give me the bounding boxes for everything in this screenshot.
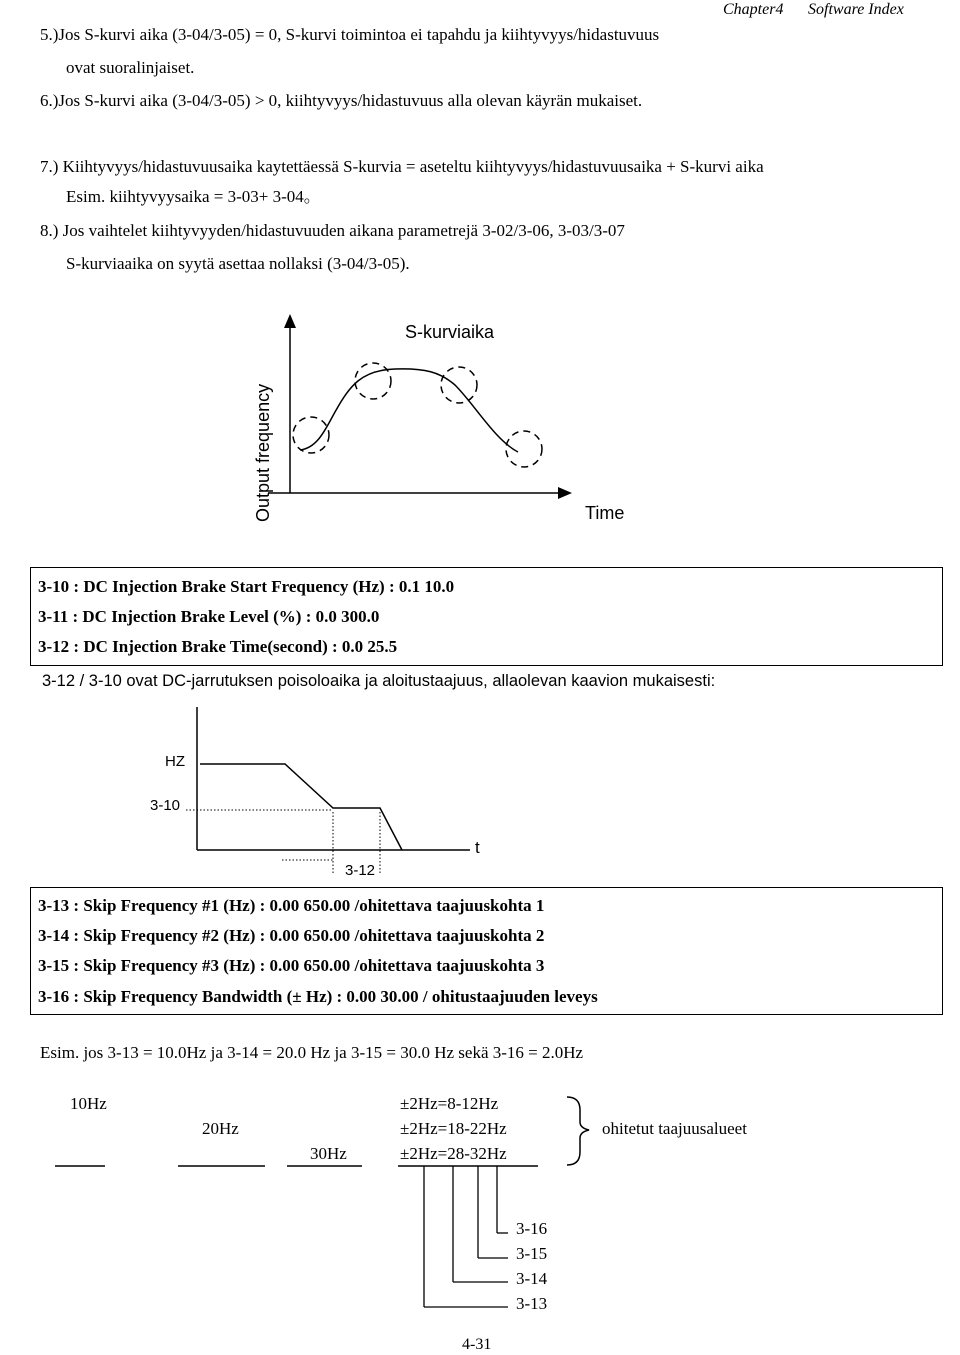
param-3-14: 3-14 : Skip Frequency #2 (Hz) : 0.00 650.00 /ohitettava taajuuskohta 2 bbox=[38, 926, 545, 945]
level-label: 3-10 bbox=[150, 797, 181, 814]
para5-line1: 5.)Jos S-kurvi aika (3-04/3-05) = 0, S-kurvi toimintoa ei tapahdu ja kiihtyvyys/hidastuvuus bbox=[40, 25, 660, 44]
header-title: Software Index bbox=[808, 1, 904, 18]
s-curve-marker-2 bbox=[355, 363, 391, 399]
range-3: ±2Hz=28-32Hz bbox=[400, 1144, 507, 1163]
param-label-3-14: 3-14 bbox=[516, 1269, 548, 1288]
dc-brake-note: 3-12 / 3-10 ovat DC-jarrutuksen poisoloaika ja aloitustaajuus, allaolevan kaavion mukaisesti: bbox=[42, 672, 716, 690]
scurve-title: S-kurviaika bbox=[405, 322, 495, 342]
chapter-label: Chapter4 bbox=[723, 1, 784, 18]
para7-line2: Esim. kiihtyvyysaika = 3-03+ 3-04。 bbox=[66, 187, 321, 206]
param-3-11: 3-11 : DC Injection Brake Level (%) : 0.0 300.0 bbox=[38, 607, 380, 626]
para5-line2: ovat suoralinjaiset. bbox=[66, 58, 195, 77]
x-axis-arrow bbox=[558, 487, 572, 499]
s-curve-marker-4 bbox=[506, 431, 542, 467]
freq-20hz: 20Hz bbox=[202, 1119, 239, 1138]
param-3-10: 3-10 : DC Injection Brake Start Frequency (Hz) : 0.1 10.0 bbox=[38, 577, 455, 596]
freq-10hz: 10Hz bbox=[70, 1094, 107, 1113]
y-axis-arrow bbox=[284, 314, 296, 328]
para6: 6.)Jos S-kurvi aika (3-04/3-05) > 0, kiihtyvyys/hidastuvuus alla olevan käyrän mukaiset. bbox=[40, 91, 643, 110]
range-2: ±2Hz=18-22Hz bbox=[400, 1119, 507, 1138]
para8-line1: 8.) Jos vaihtelet kiihtyvyyden/hidastuvuuden aikana parametrejä 3-02/3-06, 3-03/3-07 bbox=[40, 221, 625, 240]
param-label-3-13: 3-13 bbox=[516, 1294, 548, 1313]
param-3-16: 3-16 : Skip Frequency Bandwidth (± Hz) : 0.00 30.00 / ohitustaajuuden leveys bbox=[38, 987, 598, 1006]
time-label: 3-12 bbox=[345, 862, 376, 879]
y-axis-label: Output frequency bbox=[253, 383, 273, 522]
s-curve-marker-1 bbox=[293, 417, 329, 453]
param-3-13: 3-13 : Skip Frequency #1 (Hz) : 0.00 650.00 /ohitettava taajuuskohta 1 bbox=[38, 896, 545, 915]
param-3-15: 3-15 : Skip Frequency #3 (Hz) : 0.00 650.00 /ohitettava taajuuskohta 3 bbox=[38, 956, 545, 975]
para7-line1: 7.) Kiihtyvyys/hidastuvuusaika kaytettäessä S-kurvia = aseteltu kiihtyvyys/hidastuvuusaika + S-kurvi aika bbox=[40, 157, 764, 176]
skipped-ranges-label: ohitetut taajuusalueet bbox=[602, 1119, 747, 1138]
example-text: Esim. jos 3-13 = 10.0Hz ja 3-14 = 20.0 Hz ja 3-15 = 30.0 Hz sekä 3-16 = 2.0Hz bbox=[40, 1043, 584, 1062]
param-3-12: 3-12 : DC Injection Brake Time(second) : 0.0 25.5 bbox=[38, 637, 398, 656]
param-label-3-16: 3-16 bbox=[516, 1219, 548, 1238]
t-label: t bbox=[475, 838, 480, 857]
param-label-3-15: 3-15 bbox=[516, 1244, 548, 1263]
page-number: 4-31 bbox=[462, 1336, 492, 1353]
hz-label: HZ bbox=[165, 753, 185, 770]
range-1: ±2Hz=8-12Hz bbox=[400, 1094, 499, 1113]
x-axis-label: Time bbox=[585, 503, 625, 523]
para8-line2: S-kurviaaika on syytä asettaa nollaksi (3-04/3-05). bbox=[66, 254, 410, 273]
brake-curve bbox=[200, 764, 402, 850]
range-brace bbox=[567, 1097, 589, 1165]
s-curve-marker-3 bbox=[441, 367, 477, 403]
freq-30hz: 30Hz bbox=[310, 1144, 347, 1163]
s-curve bbox=[300, 369, 518, 452]
